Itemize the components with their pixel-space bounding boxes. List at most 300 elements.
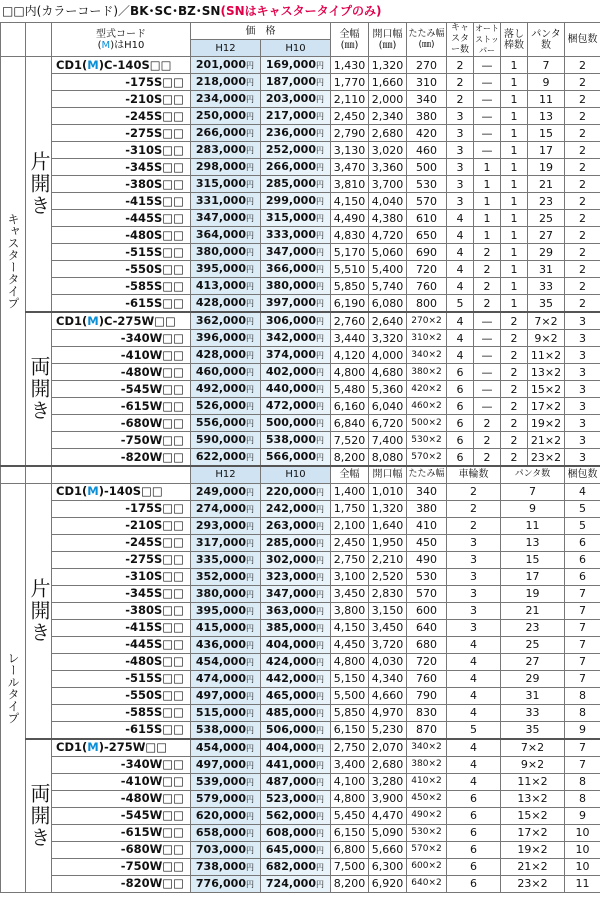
price-value: 347,000: [195, 211, 246, 224]
auto-stopper: 1: [474, 210, 501, 227]
h10-header: H10: [261, 466, 331, 483]
open-width-header: 開口幅 (㎜): [369, 23, 407, 57]
price-h12: [191, 381, 261, 398]
price-h10: [261, 364, 331, 381]
panta-count: 23: [528, 193, 565, 210]
price-h10: [261, 653, 331, 670]
wheel-count: 3: [447, 585, 501, 602]
folded-width: 420×2: [407, 381, 447, 398]
drop-bar-count: 2: [501, 347, 528, 364]
open-width: 3,720: [369, 636, 407, 653]
folded-width: 490: [407, 551, 447, 568]
folded-width: 720: [407, 653, 447, 670]
total-width: 4,150: [331, 619, 369, 636]
yen-suffix: 円: [316, 248, 324, 257]
price-h10: [261, 312, 331, 330]
pack-count: 7: [565, 636, 600, 653]
yen-suffix: 円: [316, 879, 324, 889]
pack-count: 8: [565, 704, 600, 721]
caster-count: 6: [447, 398, 474, 415]
pack-count: 9: [565, 721, 600, 739]
corner-cell: [26, 466, 52, 483]
price-value: 274,000: [195, 501, 246, 515]
table-row: [1, 687, 600, 704]
price-h10: [261, 619, 331, 636]
caster-count: 3: [447, 125, 474, 142]
price-h10: [261, 415, 331, 432]
table-row: [1, 636, 600, 653]
model-code: -410W□□: [52, 773, 191, 790]
open-width: 6,920: [369, 875, 407, 892]
yen-suffix: 円: [316, 862, 324, 872]
total-width: 6,150: [331, 721, 369, 739]
caster-count: 2: [447, 57, 474, 74]
yen-suffix: 円: [316, 623, 324, 633]
price-value: 218,000: [195, 75, 246, 88]
total-width: 4,120: [331, 347, 369, 364]
price-h12: [191, 449, 261, 467]
yen-suffix: 円: [316, 538, 324, 548]
price-value: 366,000: [265, 262, 316, 275]
auto-stopper: 2: [474, 244, 501, 261]
price-value: 454,000: [195, 740, 246, 754]
m-marker: M: [87, 57, 99, 72]
yen-suffix: 円: [316, 589, 324, 599]
total-width: 2,760: [331, 312, 369, 330]
total-width: 3,440: [331, 330, 369, 347]
auto-stopper: 1: [474, 227, 501, 244]
yen-suffix: 円: [246, 180, 254, 189]
m-marker: M: [87, 740, 99, 754]
folded-width: 530: [407, 176, 447, 193]
table-row: [1, 773, 600, 790]
total-width: 3,400: [331, 756, 369, 773]
folded-width: 760: [407, 278, 447, 295]
price-h12: [191, 568, 261, 585]
wheel-count: 5: [447, 721, 501, 739]
yen-suffix: 円: [316, 777, 324, 787]
total-width: 1,750: [331, 500, 369, 517]
price-h10: [261, 210, 331, 227]
drop-bar-count: 2: [501, 398, 528, 415]
pack-count: 4: [565, 483, 600, 500]
price-value: 362,000: [195, 314, 246, 327]
price-h10: [261, 330, 331, 347]
yen-suffix: 円: [246, 95, 254, 104]
price-h10: [261, 585, 331, 602]
panta-count: 13×2: [528, 364, 565, 381]
price-h12: [191, 517, 261, 534]
pack-count: 2: [565, 261, 600, 278]
price-h12: [191, 721, 261, 739]
table-row: [1, 824, 600, 841]
pack-count: 2: [565, 227, 600, 244]
price-value: 440,000: [265, 382, 316, 395]
yen-suffix: 円: [246, 691, 254, 701]
yen-suffix: 円: [246, 248, 254, 257]
price-value: 234,000: [195, 92, 246, 105]
panta-count: 17×2: [501, 824, 565, 841]
price-h12: [191, 347, 261, 364]
price-h12: [191, 756, 261, 773]
total-width: 3,450: [331, 585, 369, 602]
drop-bar-count: 2: [501, 415, 528, 432]
open-width: 3,700: [369, 176, 407, 193]
table-row: [1, 551, 600, 568]
total-width: 6,800: [331, 841, 369, 858]
panta-count: 7: [528, 57, 565, 74]
wheel-count: 3: [447, 602, 501, 619]
pack-count: 3: [565, 449, 600, 467]
panta-count: 15: [528, 125, 565, 142]
price-h12: [191, 534, 261, 551]
pack-count: 5: [565, 500, 600, 517]
folded-width: 450×2: [407, 790, 447, 807]
model-code: -380S□□: [52, 176, 191, 193]
auto-stopper: 2: [474, 278, 501, 295]
price-h10: [261, 551, 331, 568]
price-value: 285,000: [265, 177, 316, 190]
price-h12: [191, 57, 261, 74]
folded-width: 570×2: [407, 449, 447, 467]
total-width: 7,500: [331, 858, 369, 875]
yen-suffix: 円: [246, 436, 254, 445]
price-value: 266,000: [265, 160, 316, 173]
wheel-count: 4: [447, 670, 501, 687]
caster-count: 3: [447, 108, 474, 125]
pack-count: 7: [565, 602, 600, 619]
total-width: 5,150: [331, 670, 369, 687]
drop-bar-count: 1: [501, 193, 528, 210]
folded-width: 500: [407, 159, 447, 176]
price-value: 492,000: [195, 382, 246, 395]
drop-bar-count: 1: [501, 91, 528, 108]
open-width: 5,060: [369, 244, 407, 261]
folded-width: 570: [407, 585, 447, 602]
pack-count: 10: [565, 858, 600, 875]
open-width: 1,950: [369, 534, 407, 551]
price-h12: [191, 108, 261, 125]
drop-bar-count: 2: [501, 449, 528, 467]
price-value: 385,000: [265, 620, 316, 634]
model-code: -480S□□: [52, 653, 191, 670]
auto-stopper: 2: [474, 295, 501, 313]
price-h10: [261, 807, 331, 824]
model-code: CD1(M)C-140S□□: [52, 57, 191, 74]
price-h12: [191, 858, 261, 875]
wheel-count: 4: [447, 704, 501, 721]
open-width: 4,680: [369, 364, 407, 381]
model-code: -750W□□: [52, 858, 191, 875]
price-h12: [191, 670, 261, 687]
panta-count: 19: [528, 159, 565, 176]
drop-bar-count: 1: [501, 74, 528, 91]
open-width: 1,640: [369, 517, 407, 534]
yen-suffix: 円: [246, 521, 254, 531]
open-width: 4,660: [369, 687, 407, 704]
folded-width: 340: [407, 483, 447, 500]
drop-bar-count: 1: [501, 142, 528, 159]
panta-count: 23: [501, 619, 565, 636]
folded-width: 410: [407, 517, 447, 534]
yen-suffix: 円: [246, 385, 254, 394]
price-h12: [191, 415, 261, 432]
type-label: レールタイプ: [1, 483, 26, 892]
table-row: [1, 721, 600, 739]
price-h10: [261, 790, 331, 807]
width-header: 全幅: [331, 466, 369, 483]
table-row: [1, 278, 600, 295]
folded-width: 600: [407, 602, 447, 619]
price-h12: [191, 193, 261, 210]
yen-suffix: 円: [246, 743, 254, 753]
price-value: 236,000: [265, 126, 316, 139]
table-row: [1, 91, 600, 108]
folded-width: 380: [407, 500, 447, 517]
open-width: 2,340: [369, 108, 407, 125]
caster-count-header: キャスター数: [447, 23, 474, 57]
panta-count: 25: [501, 636, 565, 653]
table-row: [1, 159, 600, 176]
caster-count: 6: [447, 432, 474, 449]
pack-count: 3: [565, 398, 600, 415]
yen-suffix: 円: [246, 674, 254, 684]
yen-suffix: 円: [246, 487, 254, 497]
yen-suffix: 円: [246, 589, 254, 599]
price-h10: [261, 739, 331, 757]
pack-count: 7: [565, 756, 600, 773]
table-row: [1, 415, 600, 432]
model-code: -480S□□: [52, 227, 191, 244]
pack-count: 7: [565, 619, 600, 636]
folded-width: 380×2: [407, 756, 447, 773]
wheel-count: 6: [447, 824, 501, 841]
price-h12: [191, 687, 261, 704]
table-row: [1, 602, 600, 619]
total-width: 6,840: [331, 415, 369, 432]
caster-count: 6: [447, 364, 474, 381]
caster-count: 4: [447, 278, 474, 295]
drop-bar-count: 1: [501, 210, 528, 227]
table-row: [1, 347, 600, 364]
table-row: [1, 670, 600, 687]
price-value: 620,000: [195, 808, 246, 822]
price-h10: [261, 721, 331, 739]
open-width: 2,000: [369, 91, 407, 108]
drop-bar-count: 1: [501, 227, 528, 244]
yen-suffix: 円: [246, 555, 254, 565]
folded-width: 460×2: [407, 398, 447, 415]
drop-bar-count: 1: [501, 244, 528, 261]
yen-suffix: 円: [316, 708, 324, 718]
price-value: 380,000: [195, 245, 246, 258]
panta-count: 9: [501, 500, 565, 517]
price-value: 436,000: [195, 637, 246, 651]
model-code: CD1(M)-275W□□: [52, 739, 191, 757]
price-h10: [261, 108, 331, 125]
price-value: 562,000: [265, 808, 316, 822]
folded-width: 340: [407, 91, 447, 108]
yen-suffix: 円: [316, 265, 324, 274]
folded-width: 310: [407, 74, 447, 91]
wheel-count: 6: [447, 858, 501, 875]
wheel-count: 3: [447, 568, 501, 585]
price-value: 203,000: [265, 92, 316, 105]
price-h10: [261, 57, 331, 74]
price-h10: [261, 449, 331, 467]
price-value: 306,000: [265, 314, 316, 327]
table-row: [1, 261, 600, 278]
total-width: 1,430: [331, 57, 369, 74]
price-h10: [261, 227, 331, 244]
price-value: 428,000: [195, 348, 246, 361]
pack-count: 2: [565, 74, 600, 91]
panta-count: 29: [528, 244, 565, 261]
yen-suffix: 円: [246, 794, 254, 804]
pack-count: 2: [565, 193, 600, 210]
yen-suffix: 円: [316, 811, 324, 821]
yen-suffix: 円: [246, 504, 254, 514]
yen-suffix: 円: [246, 368, 254, 377]
total-width: 4,450: [331, 636, 369, 653]
open-width: 1,660: [369, 74, 407, 91]
caster-count: 2: [447, 74, 474, 91]
open-width: 2,070: [369, 739, 407, 757]
caster-count: 3: [447, 193, 474, 210]
model-code: -245S□□: [52, 534, 191, 551]
yen-suffix: 円: [316, 163, 324, 172]
open-width: 5,360: [369, 381, 407, 398]
drop-bar-count: 2: [501, 364, 528, 381]
folded-width-header: たたみ幅: [407, 466, 447, 483]
price-value: 556,000: [195, 416, 246, 429]
model-code: -410W□□: [52, 347, 191, 364]
pack-count: 9: [565, 807, 600, 824]
open-width: 8,080: [369, 449, 407, 467]
price-h10: [261, 159, 331, 176]
drop-bar-count: 2: [501, 312, 528, 330]
drop-bar-count: 1: [501, 125, 528, 142]
pack-count: 2: [565, 159, 600, 176]
price-h10: [261, 347, 331, 364]
yen-suffix: 円: [246, 402, 254, 411]
price-value: 645,000: [265, 842, 316, 856]
auto-stopper: 2: [474, 415, 501, 432]
pack-count: 3: [565, 312, 600, 330]
price-h10: [261, 534, 331, 551]
price-h10: [261, 704, 331, 721]
yen-suffix: 円: [316, 794, 324, 804]
total-width: 4,830: [331, 227, 369, 244]
price-value: 335,000: [195, 552, 246, 566]
caster-count: 4: [447, 261, 474, 278]
wheel-count: 2: [447, 517, 501, 534]
price-value: 506,000: [265, 722, 316, 736]
yen-suffix: 円: [246, 282, 254, 291]
table-row: [1, 790, 600, 807]
model-code: -515S□□: [52, 244, 191, 261]
price-value: 395,000: [195, 262, 246, 275]
open-width: 6,040: [369, 398, 407, 415]
model-code: -480W□□: [52, 790, 191, 807]
auto-stopper: —: [474, 330, 501, 347]
pack-count: 2: [565, 244, 600, 261]
table-row: [1, 244, 600, 261]
panta-count: 19×2: [501, 841, 565, 858]
price-value: 396,000: [195, 331, 246, 344]
model-code: -550S□□: [52, 261, 191, 278]
drop-bar-count: 1: [501, 278, 528, 295]
price-value: 395,000: [195, 603, 246, 617]
price-h12: [191, 653, 261, 670]
caster-count: 3: [447, 176, 474, 193]
open-width: 5,660: [369, 841, 407, 858]
price-h12: [191, 636, 261, 653]
h12-header: H12: [191, 40, 261, 57]
rail-type-table: [1, 466, 600, 892]
pack-count: 2: [565, 295, 600, 313]
panta-count: 17: [528, 142, 565, 159]
price-value: 415,000: [195, 620, 246, 634]
total-width: 5,170: [331, 244, 369, 261]
total-width: 5,450: [331, 807, 369, 824]
pack-count: 2: [565, 125, 600, 142]
price-h12: [191, 312, 261, 330]
auto-stopper: —: [474, 74, 501, 91]
pack-count: 7: [565, 585, 600, 602]
model-code: -615S□□: [52, 295, 191, 313]
open-width-header: 開口幅: [369, 466, 407, 483]
price-value: 738,000: [195, 859, 246, 873]
price-h10: [261, 295, 331, 313]
price-value: 217,000: [265, 109, 316, 122]
open-width: 5,740: [369, 278, 407, 295]
pack-count: 8: [565, 773, 600, 790]
model-code: -380S□□: [52, 602, 191, 619]
total-width: 3,130: [331, 142, 369, 159]
table-row: [1, 210, 600, 227]
open-width: 3,280: [369, 773, 407, 790]
yen-suffix: 円: [316, 129, 324, 138]
folded-width: 680: [407, 636, 447, 653]
model-code: -480W□□: [52, 364, 191, 381]
table-row: [1, 312, 600, 330]
total-width: 3,800: [331, 602, 369, 619]
open-width: 2,830: [369, 585, 407, 602]
open-width: 4,030: [369, 653, 407, 670]
table-row: [1, 74, 600, 91]
folded-width: 650: [407, 227, 447, 244]
wheel-count: 3: [447, 551, 501, 568]
auto-stopper: 2: [474, 432, 501, 449]
pack-count: 6: [565, 534, 600, 551]
open-width: 1,320: [369, 57, 407, 74]
yen-suffix: 円: [246, 879, 254, 889]
wheel-count: 6: [447, 790, 501, 807]
yen-suffix: 円: [246, 317, 254, 326]
auto-stopper: 1: [474, 159, 501, 176]
yen-suffix: 円: [316, 402, 324, 411]
model-code: -680W□□: [52, 841, 191, 858]
model-code: -245S□□: [52, 108, 191, 125]
open-width: 4,470: [369, 807, 407, 824]
yen-suffix: 円: [246, 572, 254, 582]
wheel-count: 3: [447, 534, 501, 551]
pack-header: 梱包数: [565, 466, 600, 483]
yen-suffix: 円: [246, 708, 254, 718]
table-row: [1, 142, 600, 159]
table-row: [1, 619, 600, 636]
